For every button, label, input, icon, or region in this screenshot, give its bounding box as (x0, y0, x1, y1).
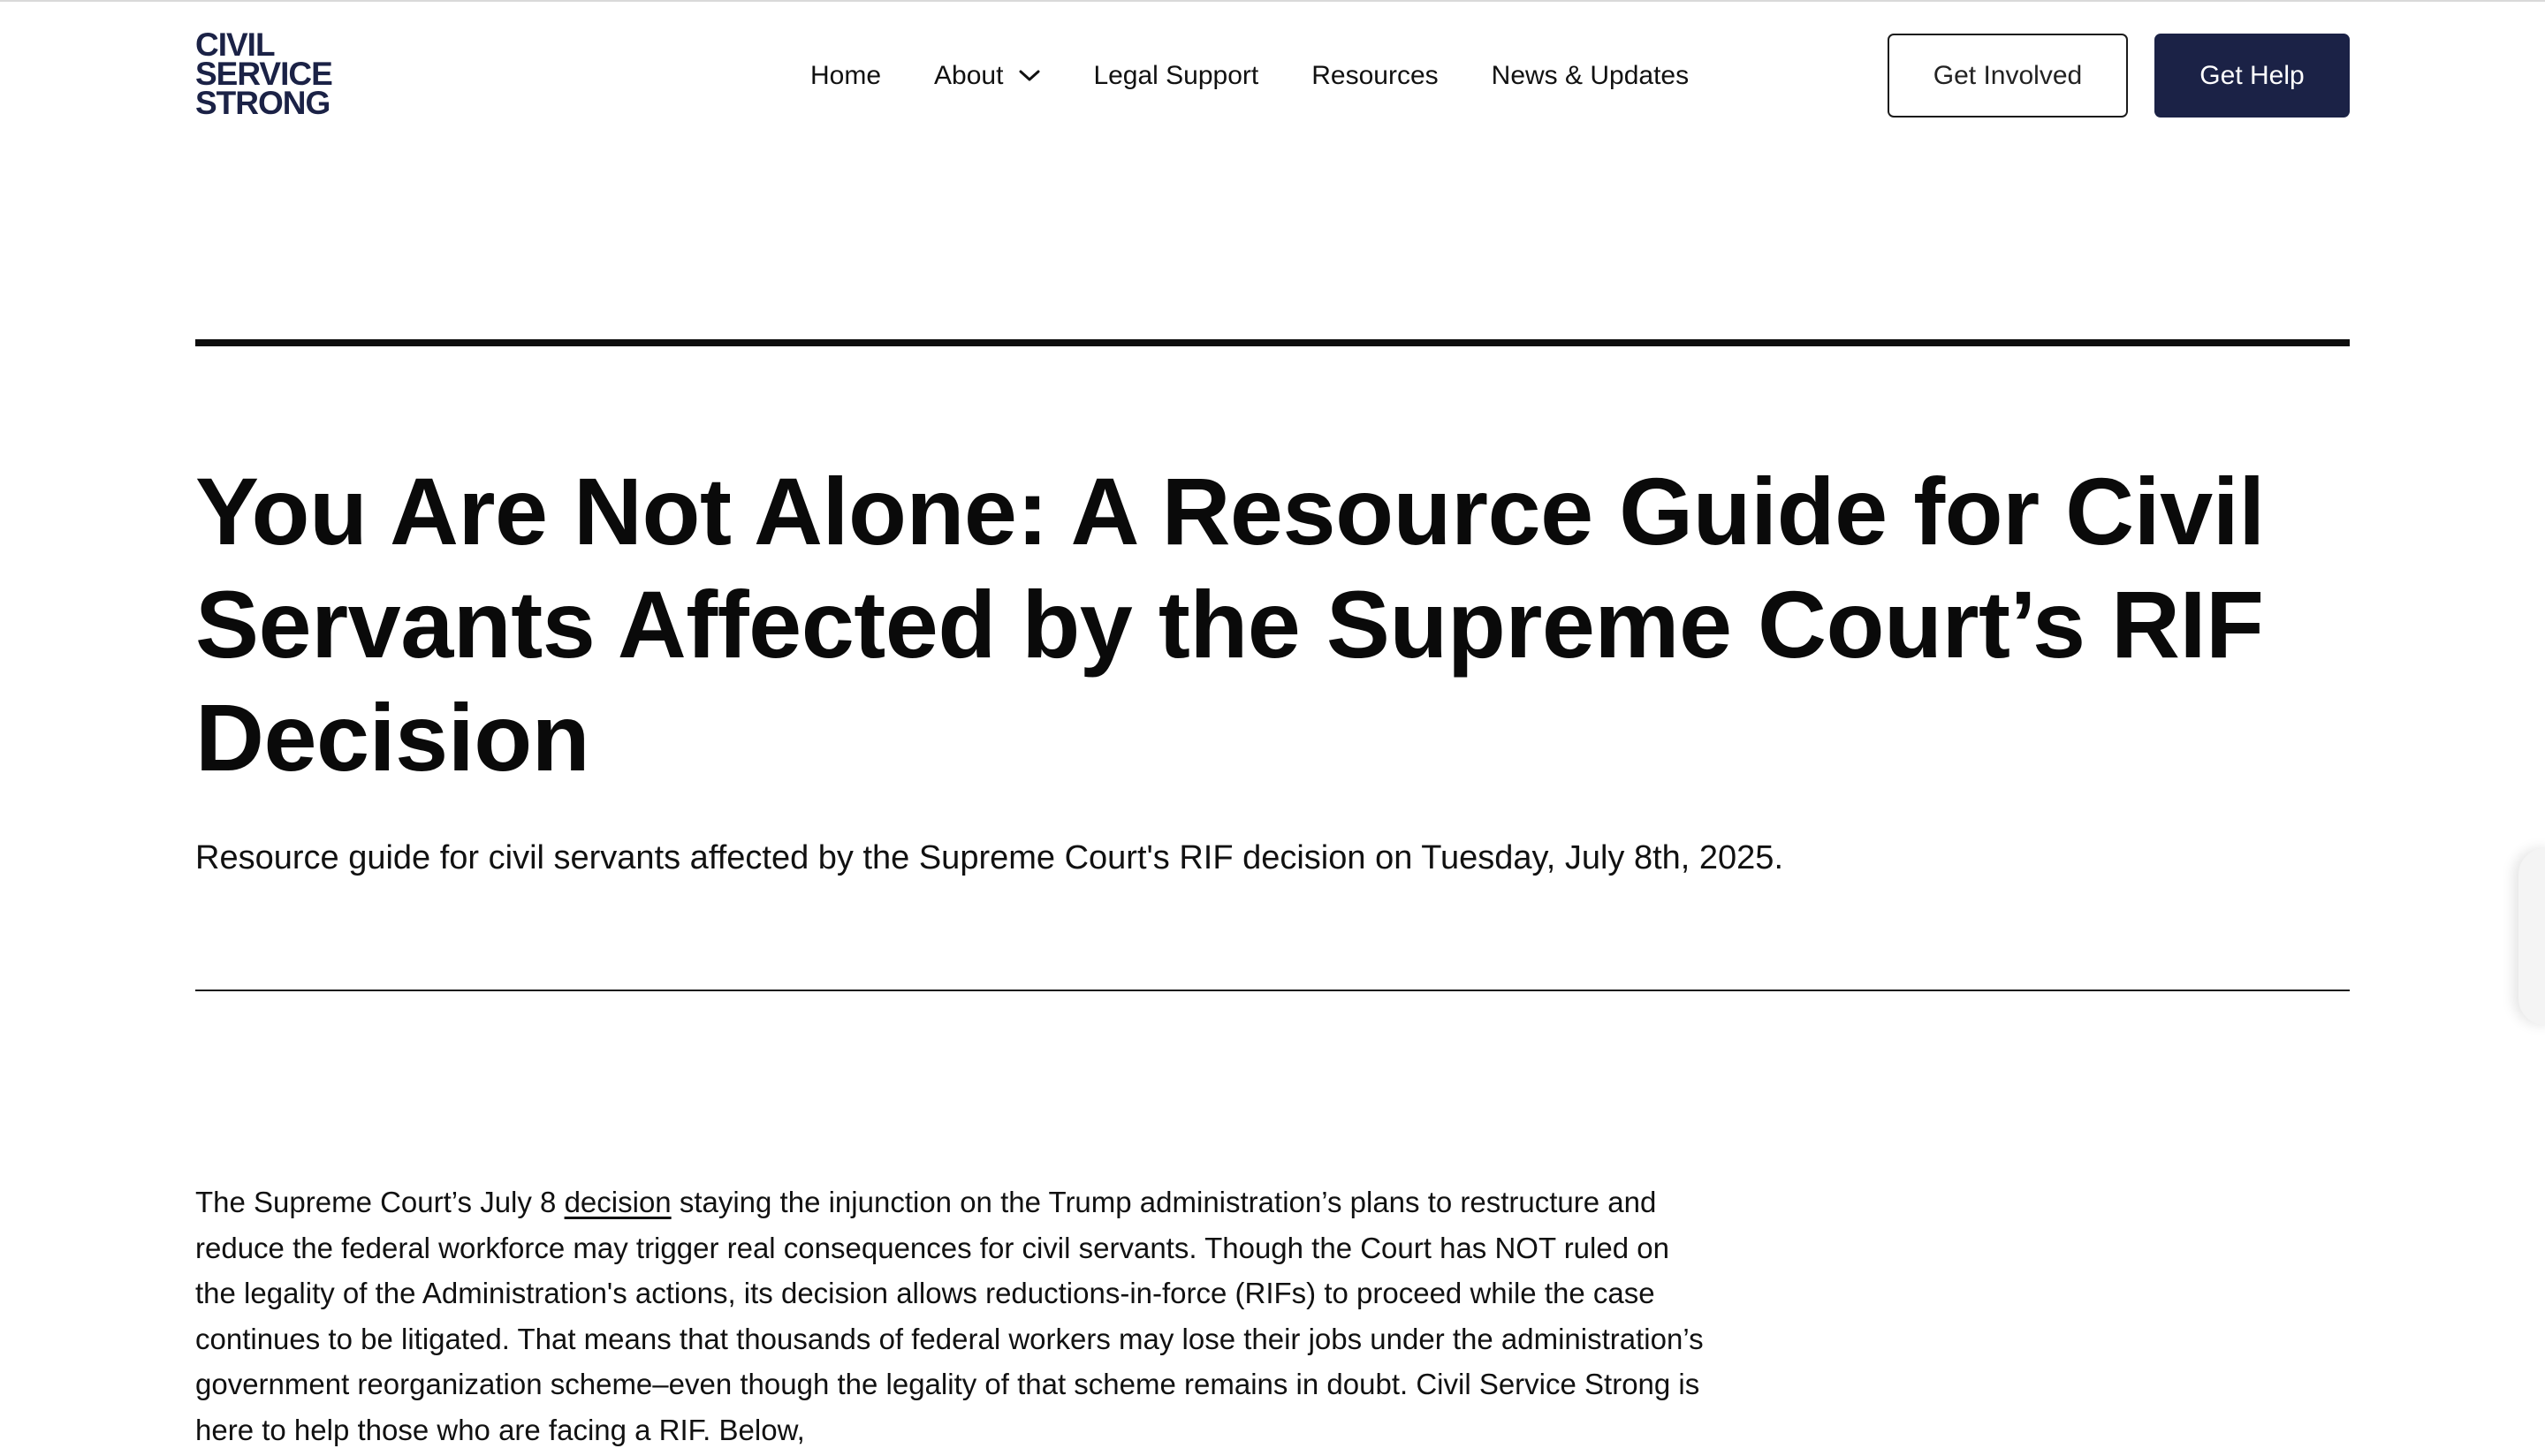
nav-home-label: Home (810, 61, 882, 90)
subtitle-divider (195, 990, 2350, 991)
decision-link[interactable]: decision (564, 1186, 672, 1218)
page-title: You Are Not Alone: A Resource Guide for Civil Servants Affected by the Supreme Court’s RIF Decision (195, 458, 2265, 791)
get-help-button[interactable] (2154, 34, 2350, 118)
article-body (195, 1179, 1715, 1452)
site-logo[interactable] (195, 27, 332, 121)
body-text-continued: staying the injunction on the Trump administration’s plans to restructure and reduce the federal workforce may trigger real consequences for civil servants. Though the Court has NOT ruled on the legality of the Administration's actions, its decision allows reductions-in-force (RIFs) to proceed while the case continues to be litigated. That means that thousands of federal workers may lose their jobs under the administration’s government reorganization scheme–even though the legality of that scheme remains in doubt. Civil Service Strong is here to help those who are facing a RIF. Below, (195, 1186, 1704, 1446)
logo-line-3: STRONG (195, 85, 330, 121)
nav-home[interactable] (810, 61, 881, 91)
body-text-intro: The Supreme Court’s July 8 (195, 1186, 565, 1218)
site-header (0, 0, 2545, 150)
nav-resources[interactable] (1311, 61, 1438, 91)
nav-news-updates[interactable] (1492, 61, 1689, 91)
get-involved-label: Get Involved (1933, 60, 2083, 90)
main-nav (810, 57, 1689, 95)
nav-about-label: About (934, 61, 1004, 90)
logo-line-1: CIVIL (195, 27, 275, 63)
logo-line-2: SERVICE (195, 56, 332, 92)
chevron-down-icon (1019, 70, 1040, 82)
get-help-label: Get Help (2199, 60, 2305, 90)
nav-resources-label: Resources (1311, 61, 1439, 90)
nav-legal-support[interactable] (1093, 61, 1258, 91)
nav-news-updates-label: News & Updates (1491, 61, 1690, 90)
title-divider (195, 339, 2350, 346)
article-subtitle: Resource guide for civil servants affected by the Supreme Court's RIF decision on Tuesday, July 8th, 2025. (195, 839, 1784, 876)
get-involved-button[interactable] (1888, 34, 2128, 118)
side-widget-tab[interactable] (2518, 848, 2545, 1025)
nav-legal-support-label: Legal Support (1093, 61, 1259, 90)
nav-about[interactable] (934, 61, 1040, 91)
